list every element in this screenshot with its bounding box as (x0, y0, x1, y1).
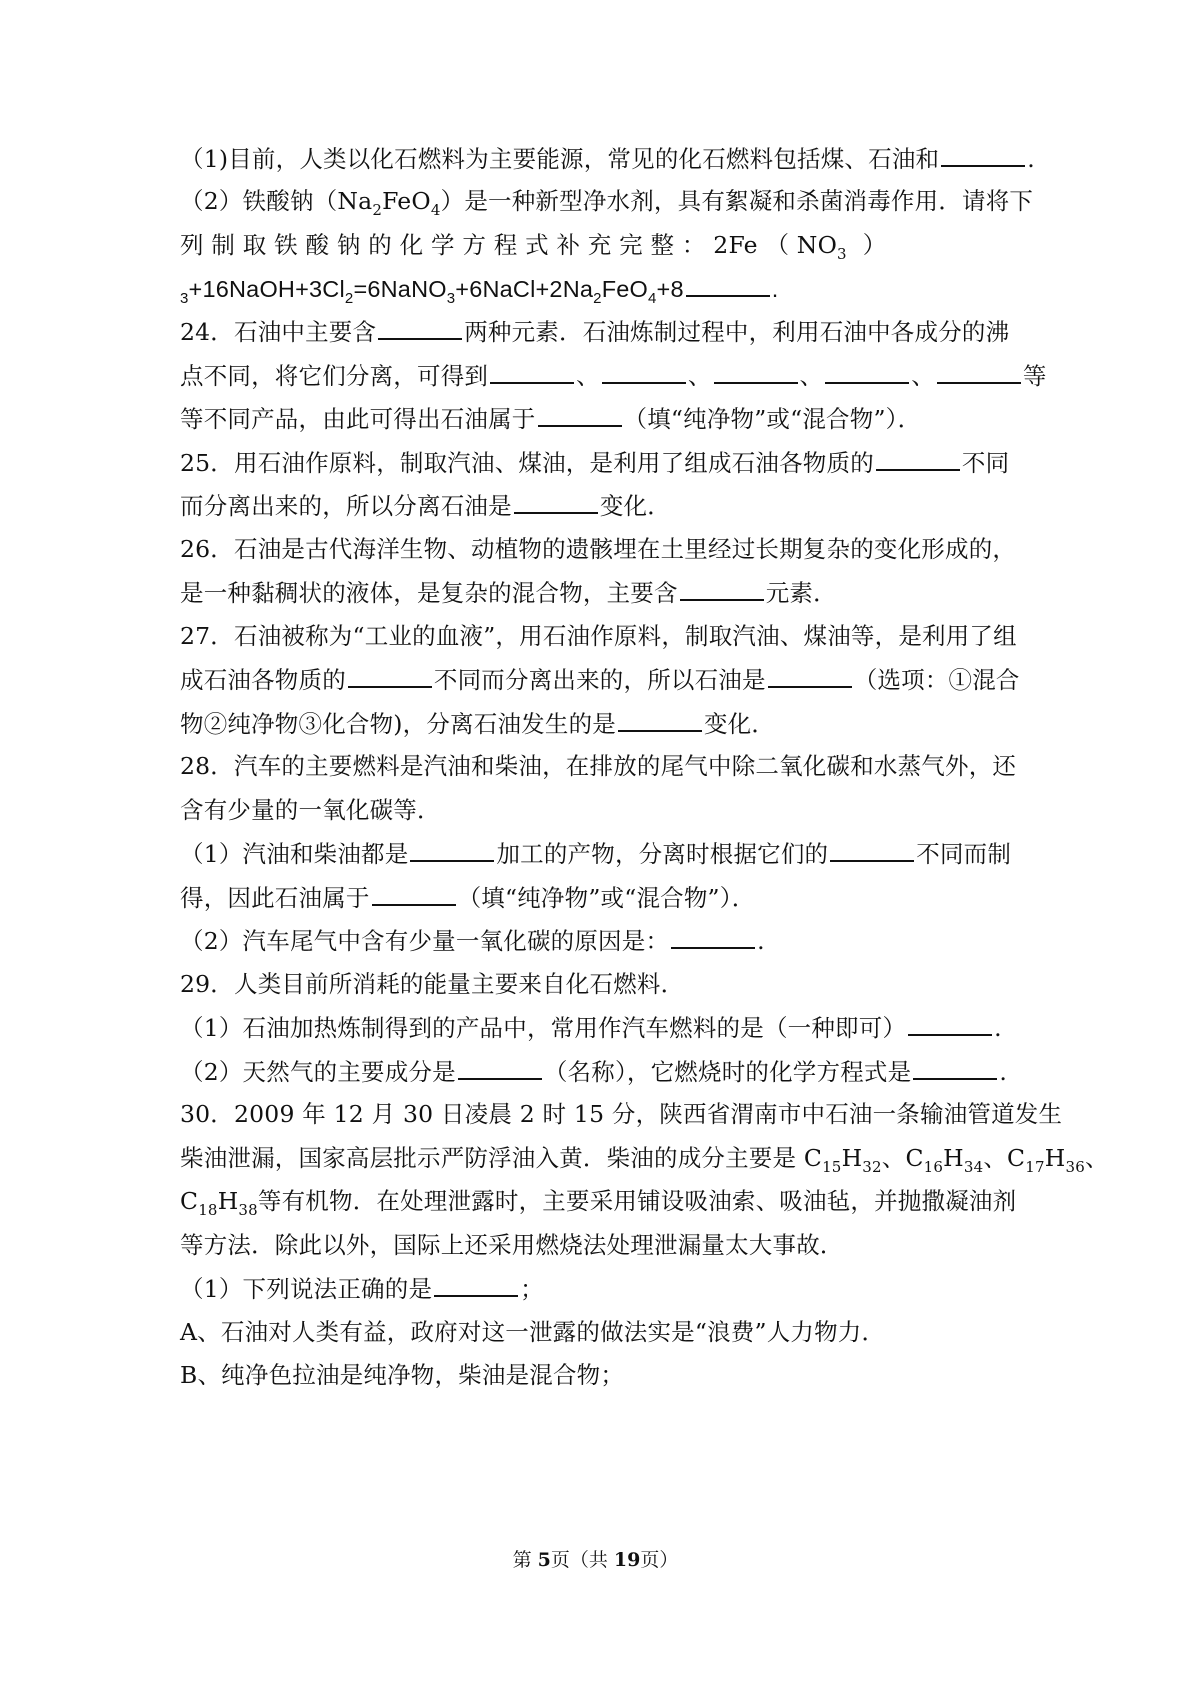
subscript: 32 (862, 1158, 882, 1176)
q29-line1 (180, 969, 1010, 999)
text: H (217, 1187, 239, 1215)
q27-line1 (180, 621, 1017, 651)
subscript: 2 (593, 290, 602, 307)
subscript: 4 (648, 290, 657, 307)
answer-blank[interactable] (434, 1273, 518, 1297)
page-footer (0, 1545, 1191, 1572)
text: H (1044, 1144, 1066, 1172)
option-a (180, 1317, 1010, 1347)
q23-equation-line2 (180, 273, 1010, 308)
footer-text: 第 (512, 1549, 538, 1571)
answer-blank[interactable] (941, 143, 1025, 167)
text: 变化． (599, 492, 671, 520)
text: 、C (881, 1144, 924, 1172)
answer-blank[interactable] (830, 838, 914, 862)
q30-line3 (180, 1186, 1017, 1219)
text: ； (520, 1275, 544, 1303)
text: +16NaOH+3Cl (188, 276, 345, 302)
text: FeO (601, 276, 648, 302)
text: C (180, 1187, 199, 1215)
q24-line2 (180, 360, 1047, 391)
text: 点不同，将它们分离，可得到 (180, 362, 489, 390)
text: . (771, 276, 779, 302)
text: . (757, 927, 765, 955)
text: . (1027, 145, 1035, 173)
q30-line1 (180, 1099, 1063, 1129)
text: 列 制 取 铁 酸 钠 的 化 学 方 程 式 补 充 完 整 ： 2Fe （ NO (180, 231, 838, 259)
answer-blank[interactable] (490, 360, 574, 384)
text: 等方法．除此以外，国际上还采用燃烧法处理泄漏量太大事故． (180, 1231, 844, 1259)
page-number: 5 (537, 1549, 551, 1571)
answer-blank[interactable] (908, 1012, 992, 1036)
q28-part1-line1 (180, 838, 1010, 869)
answer-blank[interactable] (680, 577, 764, 601)
text: （1）汽油和柴油都是 (180, 840, 409, 868)
answer-blank[interactable] (671, 925, 755, 949)
q24-line1 (180, 316, 1010, 347)
subscript: 17 (1025, 1158, 1045, 1176)
text: 加工的产物，分离时根据它们的 (496, 840, 829, 868)
q23-part1-line (180, 143, 1035, 174)
answer-blank[interactable] (913, 1056, 997, 1080)
text: 等不同产品，由此可得出石油属于 (180, 405, 536, 433)
answer-blank[interactable] (514, 490, 598, 514)
q30-line4 (180, 1230, 1010, 1260)
text: 30．2009 年 12 月 30 日凌晨 2 时 15 分，陕西省渭南市中石油一条输油管道发生 (180, 1100, 1063, 1128)
answer-blank[interactable] (714, 360, 798, 384)
text: （名称），它燃烧时的化学方程式是 (543, 1058, 912, 1086)
text: 28．汽车的主要燃料是汽油和柴油，在排放的尾气中除二氧化碳和水蒸气外，还 (180, 752, 1017, 780)
subscript: 38 (238, 1201, 258, 1219)
answer-blank[interactable] (618, 708, 702, 732)
text: 而分离出来的，所以分离石油是 (180, 492, 512, 520)
text: 两种元素．石油炼制过程中，利用石油中各成分的沸 (464, 318, 1010, 346)
footer-text: 页（共 (550, 1549, 614, 1571)
option-b (180, 1360, 1010, 1390)
text: （填“纯净物”或“混合物”）． (457, 884, 756, 912)
text: 不同 (961, 449, 1010, 477)
text: B、纯净色拉油是纯净物，柴油是混合物； (180, 1361, 625, 1389)
text: （2）铁酸钠（Na (180, 187, 373, 215)
text: ） (862, 231, 887, 259)
text: =6NaNO (353, 276, 447, 302)
text: 柴油泄漏，国家高层批示严防浮油入黄．柴油的成分主要是 C (180, 1144, 823, 1172)
text: （2）天然气的主要成分是 (180, 1058, 456, 1086)
text: 、 (799, 362, 824, 390)
text: 变化． (703, 710, 776, 738)
answer-blank[interactable] (686, 273, 770, 297)
text: . (999, 1058, 1007, 1086)
q23-part2-line (180, 186, 1034, 219)
answer-blank[interactable] (458, 1056, 542, 1080)
text: （1）下列说法正确的是 (180, 1275, 433, 1303)
answer-blank[interactable] (348, 664, 432, 688)
answer-blank[interactable] (410, 838, 494, 862)
answer-blank[interactable] (937, 360, 1021, 384)
q25-line1 (180, 447, 1010, 478)
text: H (943, 1144, 964, 1172)
text: +8 (656, 276, 684, 302)
q29-part1-line (180, 1012, 1010, 1043)
text: 27．石油被称为“工业的血液”，用石油作原料，制取汽油、煤油等，是利用了组 (180, 622, 1017, 650)
q23-equation-line1 (180, 230, 1010, 263)
subscript: 18 (198, 1201, 218, 1219)
text: 、C (983, 1144, 1026, 1172)
q25-line2 (180, 490, 1010, 521)
subscript: 36 (1065, 1158, 1085, 1176)
text: 物②纯净物③化合物)，分离石油发生的是 (180, 710, 616, 738)
subscript: 16 (923, 1158, 944, 1176)
text: （2）汽车尾气中含有少量一氧化碳的原因是： (180, 927, 670, 955)
text: 、 (911, 362, 935, 390)
subscript: 3 (837, 245, 847, 263)
footer-text: 页） (640, 1549, 679, 1571)
answer-blank[interactable] (876, 447, 960, 471)
text: （1）石油加热炼制得到的产品中，常用作汽车燃料的是（一种即可） (180, 1014, 907, 1042)
q28-part2-line (180, 925, 1010, 956)
q26-line1 (180, 534, 1017, 564)
q30-line2 (180, 1143, 1109, 1176)
q27-line2 (180, 664, 1020, 695)
q27-line3 (180, 708, 1010, 739)
subscript: 4 (430, 201, 441, 219)
answer-blank[interactable] (372, 882, 456, 906)
text: FeO (382, 187, 431, 215)
text: A、石油对人类有益，政府对这一泄露的做法实是“浪费”人力物力． (180, 1318, 886, 1346)
text: 等 (1022, 362, 1047, 390)
answer-blank[interactable] (602, 360, 686, 384)
q30-part1-line (180, 1273, 1010, 1304)
text: （选项：①混合 (853, 666, 1020, 694)
text: 、 (687, 362, 712, 390)
answer-blank[interactable] (768, 664, 852, 688)
text: 是一种黏稠状的液体，是复杂的混合物，主要含 (180, 579, 678, 607)
q28-part1-line2 (180, 882, 1010, 913)
text: （填“纯净物”或“混合物”）． (623, 405, 922, 433)
q26-line2 (180, 577, 1010, 608)
answer-blank[interactable] (378, 316, 462, 340)
q28-line1 (180, 751, 1017, 781)
subscript: 34 (963, 1158, 984, 1176)
text: 、 (1084, 1144, 1109, 1172)
q29-part2-line (180, 1056, 1010, 1087)
text: 、 (576, 362, 600, 390)
text: 含有少量的一氧化碳等． (180, 796, 441, 824)
text: （1)目前，人类以化石燃料为主要能源，常见的化石燃料包括煤、石油和 (180, 145, 940, 173)
text: 29．人类目前所消耗的能量主要来自化石燃料． (180, 970, 685, 998)
subscript: 3 (446, 290, 456, 307)
text: +6NaCl+2Na (455, 276, 594, 302)
answer-blank[interactable] (538, 403, 622, 427)
text: H (841, 1144, 863, 1172)
text: 不同而分离出来的，所以石油是 (433, 666, 766, 694)
text: 25．用石油作原料，制取汽油、煤油，是利用了组成石油各物质的 (180, 449, 874, 477)
subscript: 15 (822, 1158, 842, 1176)
subscript: 2 (372, 201, 383, 219)
q28-line2 (180, 795, 1010, 825)
q24-line3 (180, 403, 1010, 434)
text: 不同而制 (916, 840, 1012, 868)
subscript: 2 (344, 290, 354, 307)
total-pages: 19 (613, 1549, 641, 1571)
text: ）是一种新型净水剂，具有絮凝和杀菌消毒作用．请将下 (440, 187, 1034, 215)
text: 成石油各物质的 (180, 666, 346, 694)
text: 元素． (765, 579, 837, 607)
text: 24．石油中主要含 (180, 318, 377, 346)
text: 等有机物．在处理泄露时，主要采用铺设吸油索、吸油毡，并抛撒凝油剂 (257, 1187, 1017, 1215)
subscript: 3 (180, 290, 189, 307)
text: 26．石油是古代海洋生物、动植物的遗骸埋在土里经过长期复杂的变化形成的， (180, 535, 1017, 563)
text: 得，因此石油属于 (180, 884, 370, 912)
text: . (994, 1014, 1002, 1042)
answer-blank[interactable] (825, 360, 909, 384)
